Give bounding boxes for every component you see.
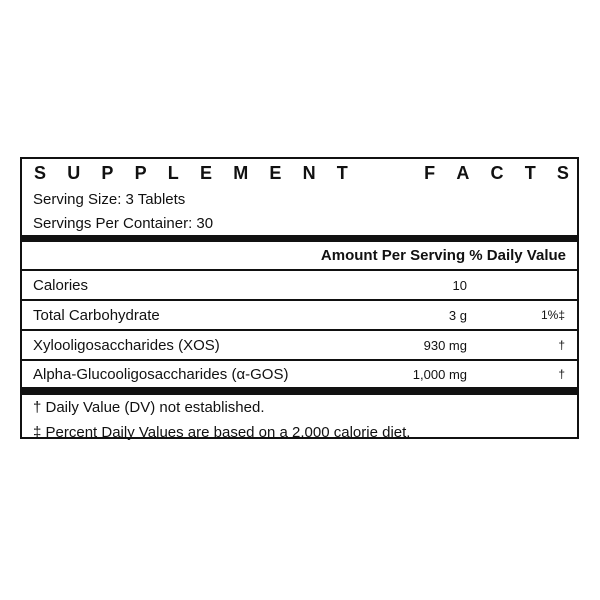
title-letter: N [302,162,316,183]
nutrient-name: Total Carbohydrate [33,306,160,324]
panel-title [22,159,577,187]
nutrient-row [22,271,577,301]
nutrient-amount: 10 [452,277,467,293]
servings-per-container: Servings Per Container: 30 [33,214,214,232]
title-letter: T [336,162,348,183]
nutrient-row [22,361,577,387]
nutrient-row [22,301,577,331]
nutrient-amount: 1,000 mg [412,366,467,382]
title-letter: P [101,162,114,183]
title-letter: M [233,162,249,183]
nutrient-name: Xylooligosaccharides (XOS) [33,336,220,354]
supplement-facts-panel [20,157,579,439]
nutrient-daily-value: 1%‡ [540,308,565,322]
title-letter: F [424,162,436,183]
thick-divider [22,387,577,395]
title-letter: S [34,162,47,183]
title-letter: E [269,162,282,183]
title-letter: P [134,162,147,183]
footnote: ‡ Percent Daily Values are based on a 2,000 calorie diet. [33,424,411,441]
serving-size: Serving Size: 3 Tablets [33,190,186,208]
nutrient-row [22,331,577,361]
title-letter: T [524,162,536,183]
footnote: † Daily Value (DV) not established. [33,399,265,416]
nutrient-amount: 3 g [448,307,467,323]
title-letter: S [556,162,569,183]
title-letter: C [490,162,504,183]
nutrient-amount: 930 mg [423,337,467,353]
nutrient-name: Alpha-Glucooligosaccharides (α-GOS) [33,365,289,383]
title-letter: L [167,162,179,183]
column-header: Amount Per Serving % Daily Value [22,242,577,271]
thick-divider [22,235,577,242]
title-letter: A [456,162,470,183]
nutrient-daily-value: † [558,367,565,381]
title-letter: U [67,162,81,183]
nutrient-name: Calories [33,276,89,294]
title-letter: E [199,162,212,183]
nutrient-daily-value: † [558,338,565,352]
